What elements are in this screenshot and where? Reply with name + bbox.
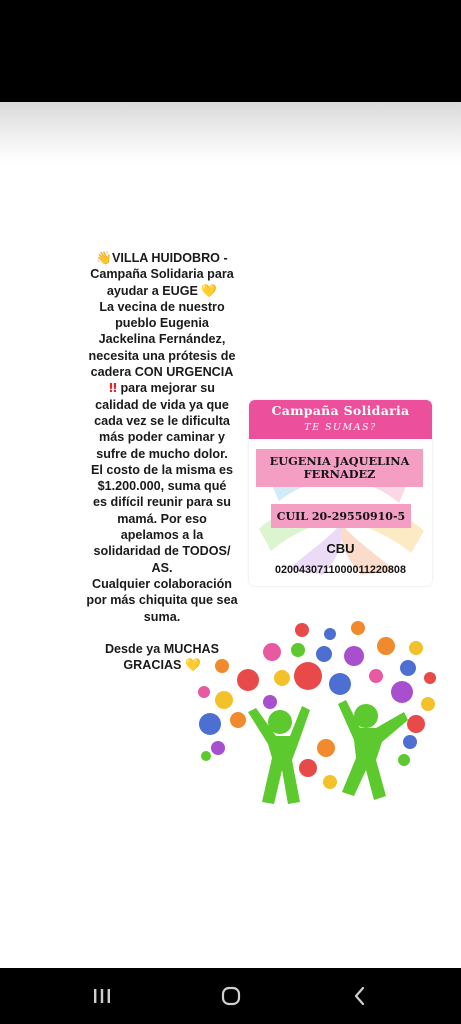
post-line: AS. [151,560,173,575]
yellow-heart-icon: 💛 [184,657,201,673]
home-icon [220,985,242,1007]
post-line: ayudar a EUGE 💛 [106,282,218,298]
recent-apps-button[interactable] [82,981,122,1011]
post-line: El costo de la misma es [90,462,234,477]
post-line: mamá. Por eso [117,511,207,526]
back-icon [350,985,370,1007]
cbu-label: CBU [326,541,355,556]
post-line: necesita una prótesis de [88,348,236,363]
post-line: Cualquier colaboración [92,576,232,591]
double-exclamation-icon: ‼ [109,380,117,396]
post-line: cada vez se le dificulta [94,413,230,428]
recent-apps-icon [91,987,113,1005]
card-title: Campaña Solidaria [271,403,410,418]
post-line: 👋VILLA HUIDOBRO - [96,250,228,265]
post-line: por más chiquita que sea [86,593,238,608]
card-subtitle: TE SUMAS? [304,422,377,433]
story-top-gradient [0,102,461,164]
cbu-number: 0200430711000011220808 [275,564,406,576]
yellow-heart-icon: 💛 [201,282,218,298]
post-line: Jackelina Fernández, [98,332,226,347]
post-line: $1.200.000, suma qué [97,479,227,494]
post-line: suma. [143,609,181,624]
navigation-bar [0,968,461,1024]
post-line: apelamos a la [120,528,204,543]
post-line: GRACIAS 💛 [123,657,201,673]
cuil-number: CUIL 20-29550910-5 [271,504,411,528]
post-line: Desde ya MUCHAS [104,641,220,656]
post-line: ‼ para mejorar su [109,380,215,396]
campaign-card [249,400,432,586]
post-line: es difícil reunir para su [93,495,231,510]
post-line: sufre de mucho dolor. [96,446,228,461]
post-line: Campaña Solidaria para [90,267,234,282]
post-line: cadera CON URGENCIA [90,365,234,380]
post-line: pueblo Eugenia [115,316,209,331]
status-bar-area [0,0,461,102]
beneficiary-name: EUGENIA JAQUELINA FERNADEZ [256,449,423,487]
home-button[interactable] [211,981,251,1011]
post-line: calidad de vida ya que [95,397,229,412]
back-button[interactable] [340,981,380,1011]
post-line: solidaridad de TODOS/ [93,544,231,559]
kids-hands-illustration [190,620,442,810]
colored-hand-dots [198,621,436,789]
waving-hand-icon: 👋 [96,250,112,265]
post-line: La vecina de nuestro [99,299,225,314]
post-text [62,250,262,673]
post-line: más poder caminar y [99,430,225,445]
